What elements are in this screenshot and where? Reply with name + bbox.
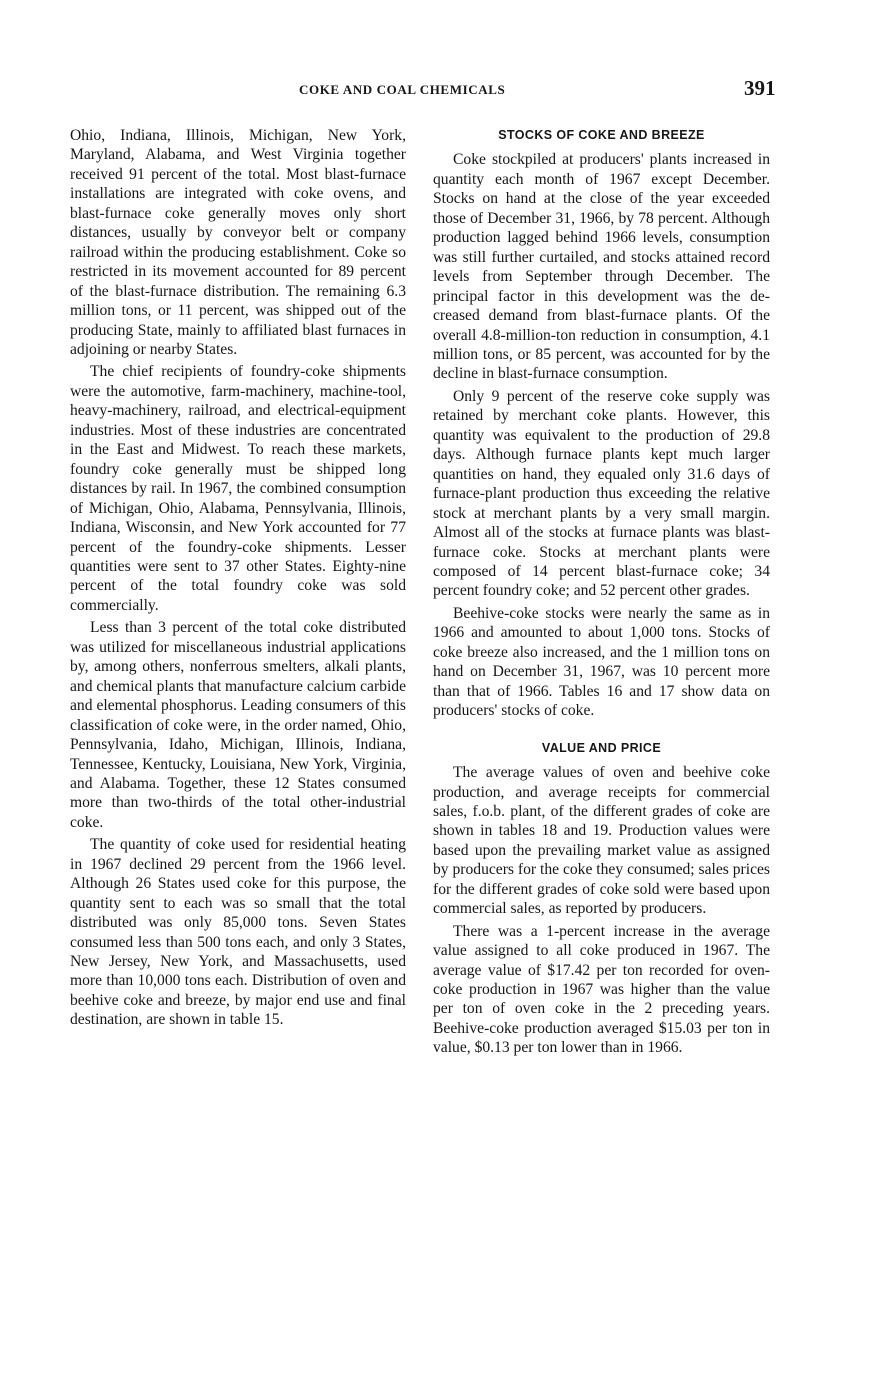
paragraph-blast-furnace-distribution: Ohio, Indiana, Illinois, Michigan, New York, Maryland, Alabama, and West Virginia together received 91 percent of the total. Most blast-furnace installations are integrated with coke ovens, and blast-furnace coke generally moves only short distances, usually by conveyor belt or company railroad within the producing establishment. Coke so restricted in its movement accounted for 89 percent of the blast-furnace distribution. The remaining 6.3 million tons, or 11 percent, was shipped out of the producing State, mainly to affiliated blast furnaces in adjoining or nearby States. <box>70 127 406 358</box>
section-heading-stocks: STOCKS OF COKE AND BREEZE <box>498 128 705 142</box>
paragraph-reserve-coke-supply: Only 9 percent of the reserve coke supply was retained by merchant coke plants. However, this quantity was equivalent to the production of 29.8 days. Although furnace plants kept much larger quantities on hand, they equaled only 31.6 days of furnace-plant production thus exceeding the relative stock at merchant plants by a very small margin. Almost all of the stocks at furnace plants was blast-furnace coke. Stocks at merchant plants were composed of 14 percent blast-furnace coke; 34 percent foundry coke; and 52 percent other grades. <box>433 387 770 600</box>
right-text-column <box>433 126 770 1061</box>
running-header-title: COKE AND COAL CHEMICALS <box>299 82 506 97</box>
paragraph-foundry-coke-shipments: The chief recipients of foundry-coke shipments were the automotive, farm-machinery, machine-tool, heavy-machinery, railroad, and electrical-equipment industries. Most of these industries are concentrated in the East and Midwest. To reach these markets, foundry coke generally must be shipped long distances by rail. In 1967, the combined consumption of Michigan, Ohio, Alabama, Pennsylvania, Illinois, Indiana, Wisconsin, and New York accounted for 77 percent of the foundry-coke shipments. Lesser quantities were sent to 37 other States. Eighty-nine percent of the total foundry coke was sold commercially. <box>70 363 406 614</box>
paragraph-residential-heating: The quantity of coke used for residential heating in 1967 declined 29 percent from the 1966 level. Although 26 States used coke for this purpose, the quantity sent to each was so small that the total distributed was only 85,000 tons. Seven States consumed less than 500 tons each, and only 3 States, New Jersey, New York, and Massachusetts, used more than 10,000 tons each. Distribution of oven and beehive coke and breeze, by major end use and final destination, are shown in table 15. <box>70 836 406 1029</box>
paragraph-average-values: The average values of oven and beehive coke production, and average receipts for commercial sales, f.o.b. plant, of the different grades of coke are shown in tables 18 and 19. Production values were based upon the prevailing market value as assigned by producers for the coke they consumed; sales prices for the different grades of coke sold were based upon commercial sales, as reported by producers. <box>433 764 770 918</box>
paragraph-coke-stockpiled: Coke stockpiled at producers' plants increased in quantity each month of 1967 except December. Stocks on hand at the close of the year exceeded those of December 31, 1966, by 78 percent. Although production lagged behind 1966 levels, consumption was still further curtailed, and stocks attained record levels from September through December. The principal factor in this development was the decreased demand from blast-furnace plants. Of the overall 4.8-million-ton reduction in consumption, 4.1 million tons, or 85 percent, was accounted for by the decline in blast-furnace consumption. <box>433 151 770 383</box>
left-text-column <box>70 126 406 1033</box>
paragraph-value-increase: There was a 1-percent increase in the average value assigned to all coke produced in 1967. The average value of $17.42 per ton recorded for oven-coke production in 1967 was higher than the value per ton of oven coke in the 2 preceding years. Beehive-coke production averaged $15.03 per ton in value, $0.13 per ton lower than in 1966. <box>433 922 770 1057</box>
page-number: 391 <box>744 76 776 100</box>
section-heading-value-price: VALUE AND PRICE <box>541 740 662 755</box>
paragraph-miscellaneous-industrial: Less than 3 percent of the total coke distributed was utilized for miscellaneous industrial applications by, among others, nonferrous smelters, alkali plants, and chemical plants that manufacture calcium carbide and elemental phosphorus. Leading consumers of this classification of coke were, in the order named, Ohio, Pennsylvania, Idaho, Michigan, Illinois, Indiana, Tennessee, Kentucky, Louisiana, New York, Virginia, and Alabama. Together, these 12 States consumed more than two-thirds of the total other-industrial coke. <box>70 619 406 831</box>
paragraph-beehive-coke-stocks: Beehive-coke stocks were nearly the same as in 1966 and amounted to about 1,000 tons. Stocks of coke breeze also increased, and the 1 million tons on hand on December 31, 1967, was 10 percent more than that of 1966. Tables 16 and 17 show data on producers' stocks of coke. <box>433 604 770 720</box>
